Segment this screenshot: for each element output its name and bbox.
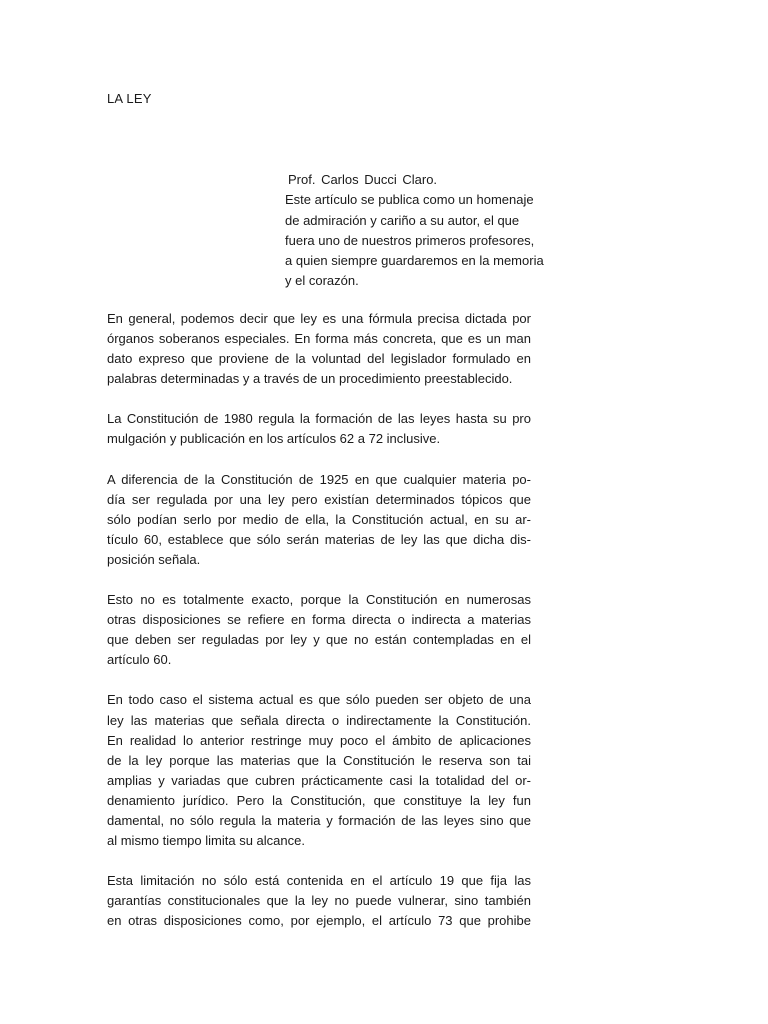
paragraph-line: ley las materias que señala directa o indirectamente la Constitución. bbox=[107, 712, 531, 728]
paragraph bbox=[107, 871, 531, 931]
paragraph-line: En general, podemos decir que ley es una fórmula precisa dictada por bbox=[107, 311, 531, 326]
paragraph-line: posición señala. bbox=[107, 551, 201, 567]
paragraph bbox=[107, 590, 531, 670]
dedication-line: y el corazón. bbox=[285, 273, 359, 289]
dedication-text bbox=[285, 190, 555, 291]
paragraph-line: dato expreso que proviene de la voluntad del legislador formulado en bbox=[107, 351, 531, 367]
paragraph-line: en otras disposiciones como, por ejemplo, el artículo 73 que prohibe bbox=[107, 913, 531, 929]
paragraph-line: otras disposiciones se refiere en forma directa o indirecta a materias bbox=[107, 612, 531, 628]
paragraph-line: día ser regulada por una ley pero existían determinados tópicos que bbox=[107, 491, 531, 507]
paragraph bbox=[107, 470, 531, 570]
paragraph bbox=[107, 309, 531, 389]
paragraph-line: Esto no es totalmente exacto, porque la Constitución en numerosas bbox=[107, 592, 531, 608]
paragraph bbox=[107, 409, 531, 449]
paragraph-line: artículo 60. bbox=[107, 652, 172, 668]
paragraph-line: de la ley porque las materias que la Constitución le reserva son tai bbox=[107, 752, 531, 768]
paragraph-line: En todo caso el sistema actual es que sólo pueden ser objeto de una bbox=[107, 692, 531, 708]
paragraph-line: al mismo tiempo limita su alcance. bbox=[107, 833, 305, 849]
paragraph-line: En realidad lo anterior restringe muy poco el ámbito de aplicaciones bbox=[107, 732, 531, 748]
paragraph-line: Esta limitación no sólo está contenida en el artículo 19 que fija las bbox=[107, 873, 531, 889]
paragraph-line: La Constitución de 1980 regula la formación de las leyes hasta su pro bbox=[107, 411, 531, 427]
paragraph-line: mulgación y publicación en los artículos 62 a 72 inclusive. bbox=[107, 431, 441, 447]
paragraph-line: palabras determinadas y a través de un procedimiento preestablecido. bbox=[107, 371, 513, 387]
document-title: LA LEY bbox=[107, 91, 152, 106]
paragraph-line: que deben ser reguladas por ley y que no están contempladas en el bbox=[107, 632, 531, 648]
paragraph-line: denamiento jurídico. Pero la Constitución, que constituye la ley fun bbox=[107, 792, 531, 808]
paragraph-line: garantías constitucionales que la ley no puede vulnerar, sino también bbox=[107, 893, 531, 909]
dedication-line: fuera uno de nuestros primeros profesores, bbox=[285, 232, 535, 248]
dedication-line: Este artículo se publica como un homenaje bbox=[285, 192, 534, 208]
dedication-line: de admiración y cariño a su autor, el que bbox=[285, 212, 520, 228]
paragraph-line: A diferencia de la Constitución de 1925 en que cualquier materia po- bbox=[107, 471, 531, 487]
dedication-block bbox=[285, 170, 555, 292]
paragraph-line: damental, no sólo regula la materia y formación de las leyes sino que bbox=[107, 812, 531, 828]
paragraph-line: sólo podían serlo por medio de ella, la Constitución actual, en su ar- bbox=[107, 511, 531, 527]
paragraph bbox=[107, 690, 531, 851]
dedication-author: Prof. Carlos Ducci Claro. bbox=[288, 172, 438, 187]
paragraph-line: órganos soberanos especiales. En forma más concreta, que es un man bbox=[107, 331, 531, 347]
dedication-line: a quien siempre guardaremos en la memoria bbox=[285, 253, 544, 269]
paragraph-line: tículo 60, establece que sólo serán materias de ley las que dicha dis- bbox=[107, 531, 531, 547]
paragraph-line: amplias y variadas que cubren prácticamente casi la totalidad del or- bbox=[107, 772, 531, 788]
document-body bbox=[107, 309, 531, 951]
